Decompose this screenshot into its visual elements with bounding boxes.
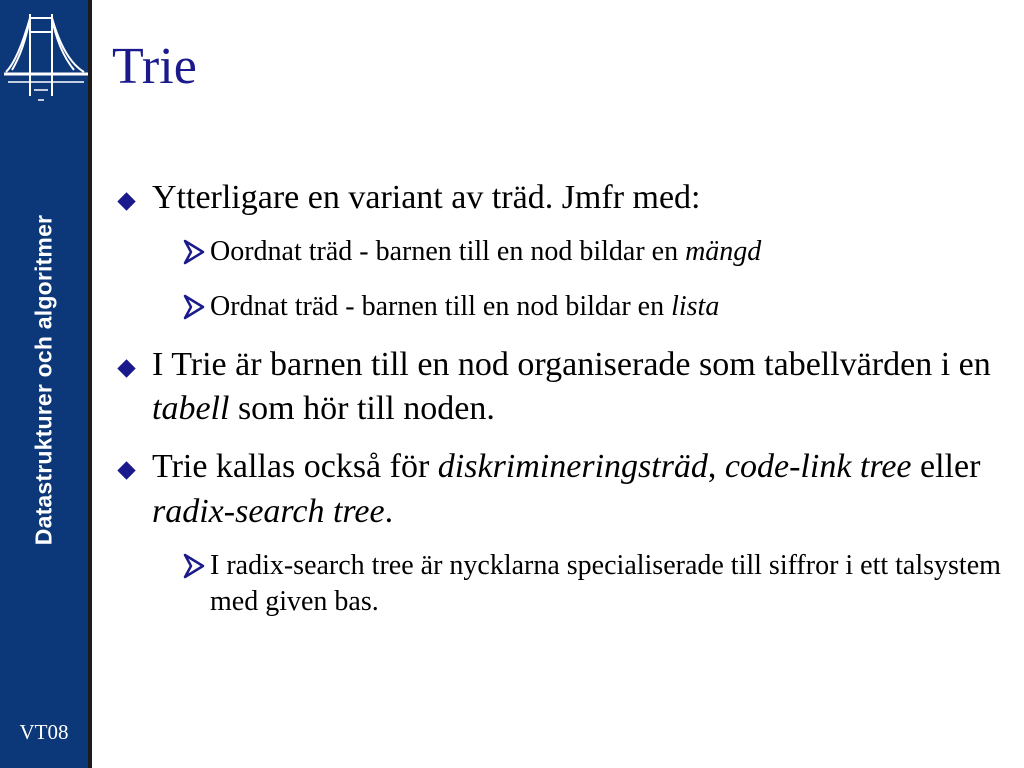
arrowhead-bullet-icon xyxy=(182,551,206,581)
diamond-bullet-icon xyxy=(117,192,135,210)
bullet-emphasis: tabell xyxy=(152,390,230,428)
bullet-emphasis: code-link tree xyxy=(724,448,912,486)
bullet-item xyxy=(112,176,1012,220)
bullet-text: som hör till noden. xyxy=(229,390,495,428)
sub-bullet-text: I radix-search tree är nycklarna specialiserade till siffror i ett talsystem med given bas. xyxy=(210,549,1001,618)
bullet-text: I Trie är barnen till en nod organiserade som tabellvärden i en xyxy=(152,345,991,383)
sub-bullet-text: Oordnat träd - barnen till en nod bildar en xyxy=(210,236,686,268)
bullet-emphasis: diskrimineringsträd xyxy=(437,448,708,486)
sidebar-divider xyxy=(88,0,92,768)
bullet-item xyxy=(112,445,1012,533)
slide-title: Trie xyxy=(112,38,197,95)
course-title: Datastrukturer och algoritmer xyxy=(30,214,57,546)
sub-bullet-item xyxy=(112,289,1012,325)
sub-bullet-text: Ordnat träd - barnen till en nod bildar en xyxy=(210,290,672,322)
diamond-bullet-icon xyxy=(117,462,135,480)
bridge-logo-icon xyxy=(4,10,88,106)
term-label: VT08 xyxy=(19,720,69,744)
bullet-emphasis: radix-search tree xyxy=(152,492,385,530)
bullet-item xyxy=(112,343,1012,431)
sub-bullet-item xyxy=(112,548,1012,621)
arrowhead-bullet-icon xyxy=(182,237,206,267)
bullet-text: Trie kallas också för xyxy=(152,448,438,486)
arrowhead-bullet-icon xyxy=(182,292,206,322)
bullet-text: . xyxy=(384,492,394,530)
sub-bullet-item xyxy=(112,234,1012,270)
sub-bullet-emphasis: lista xyxy=(671,290,720,322)
sub-bullet-emphasis: mängd xyxy=(685,236,762,268)
bullet-text: eller xyxy=(911,448,981,486)
bullet-text: Ytterligare en variant av träd. Jmfr med: xyxy=(152,179,701,216)
diamond-bullet-icon xyxy=(117,359,135,377)
slide-content xyxy=(112,176,1012,639)
sidebar xyxy=(0,0,88,768)
bullet-text: , xyxy=(707,448,725,486)
